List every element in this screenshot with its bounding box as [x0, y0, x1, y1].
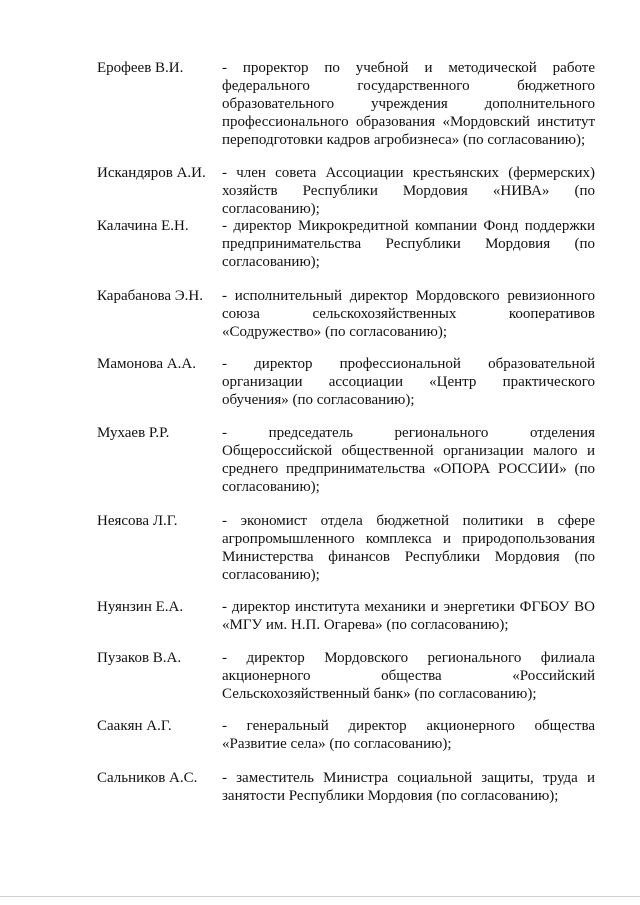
member-name: Пузаков В.А.: [97, 650, 182, 666]
member-description: - директор института механики и энергетики ФГБОУ ВО «МГУ им. Н.П. Огарева» (по согласованию);: [222, 599, 595, 633]
member-name: Нуянзин Е.А.: [97, 599, 184, 615]
member-description: - председатель регионального отделения Общероссийской общественной организации малого и среднего предпринимательства «ОПОРА РОССИИ» (по согласованию);: [222, 425, 595, 495]
member-description: - директор Микрокредитной компании Фонд поддержки предпринимательства Республики Мордовия (по согласованию);: [222, 218, 595, 270]
member-name: Неясова Л.Г.: [97, 513, 178, 529]
member-description: - исполнительный директор Мордовского ревизионного союза сельскохозяйственных кооперативов «Содружество» (по согласованию);: [222, 288, 595, 340]
member-name: Карабанова Э.Н.: [97, 288, 203, 304]
member-name: Саакян А.Г.: [97, 718, 172, 734]
member-description: - экономист отдела бюджетной политики в сфере агропромышленного комплекса и природопользования Министерства финансов Республики Мордовия (по согласованию);: [222, 513, 595, 583]
member-description: - заместитель Министра социальной защиты, труда и занятости Республики Мордовия (по согласованию);: [222, 770, 595, 804]
member-name: Мухаев Р.Р.: [97, 425, 170, 441]
page-edge-divider: [0, 896, 640, 897]
member-name: Сальников А.С.: [97, 770, 198, 786]
member-description: - генеральный директор акционерного общества «Развитие села» (по согласованию);: [222, 718, 595, 752]
member-description: - директор профессиональной образовательной организации ассоциации «Центр практического обучения» (по согласованию);: [222, 356, 595, 408]
member-description: - директор Мордовского регионального филиала акционерного общества «Российский Сельскохозяйственный банк» (по согласованию);: [222, 650, 595, 702]
member-description: - проректор по учебной и методической работе федерального государственного бюджетного образовательного учреждения дополнительного профессионального образования «Мордовский институт переподготовки кадров агробизнеса» (по согласованию);: [222, 60, 595, 148]
member-name: Ерофеев В.И.: [97, 60, 184, 76]
member-name: Калачина Е.Н.: [97, 218, 189, 234]
member-name: Искандяров А.И.: [97, 165, 206, 181]
member-description: - член совета Ассоциации крестьянских (фермерских) хозяйств Республики Мордовия «НИВА» (по согласованию);: [222, 165, 595, 217]
member-name: Мамонова А.А.: [97, 356, 196, 372]
